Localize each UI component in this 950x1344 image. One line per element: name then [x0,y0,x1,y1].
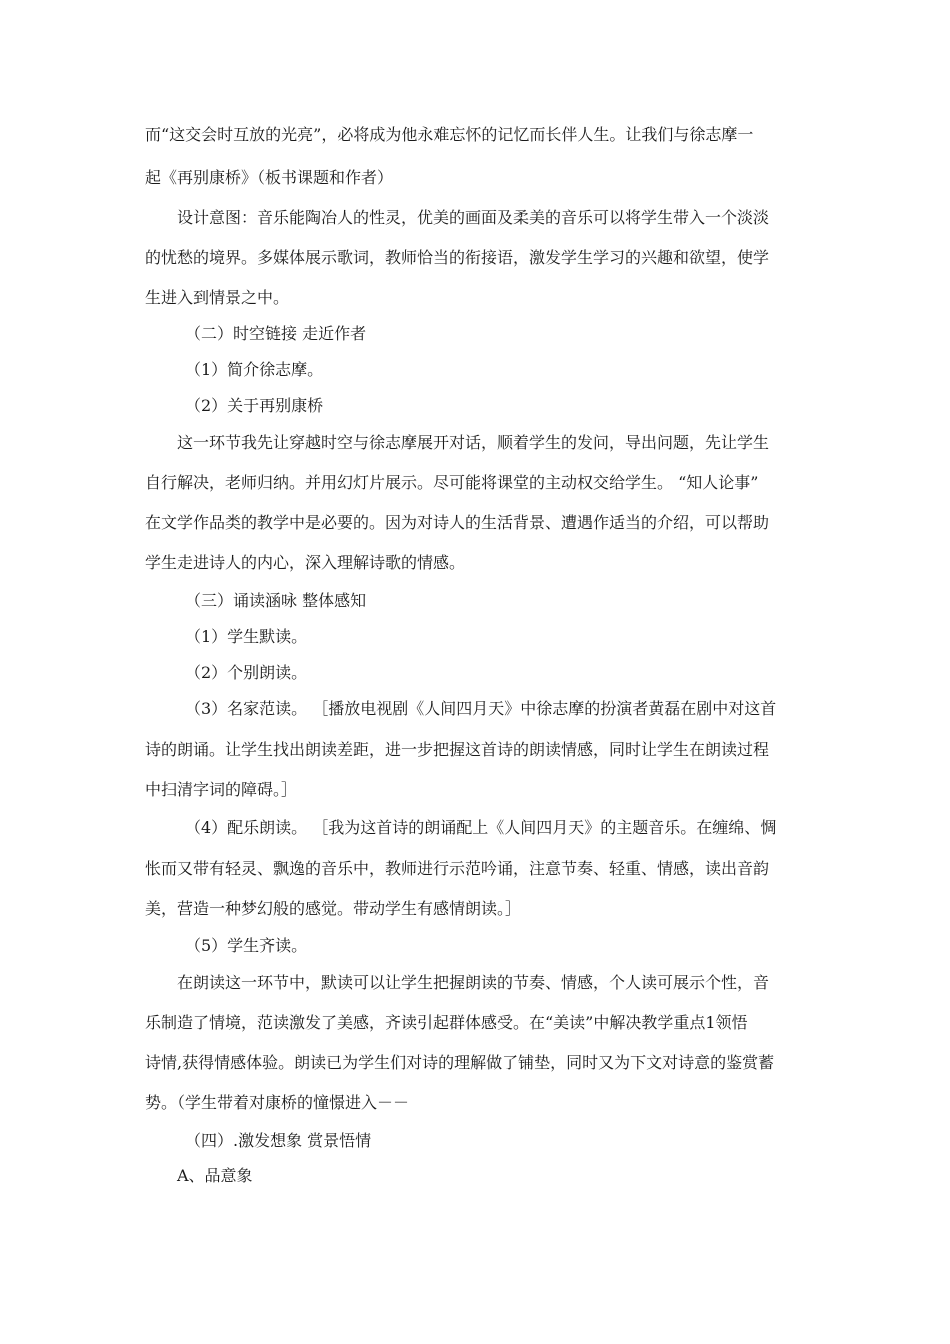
text-line: 势。（学生带着对康桥的憧憬进入－－ [145,1093,410,1112]
text-line: 乐制造了情境，范读激发了美感，齐读引起群体感受。在“美读”中解决教学重点1领悟 [145,1013,748,1032]
text-line: 学生走进诗人的内心，深入理解诗歌的情感。 [145,553,466,572]
text-line: （1）学生默读。 [185,627,308,646]
text-line: 设计意图：音乐能陶冶人的性灵，优美的画面及柔美的音乐可以将学生带入一个淡淡 [177,208,770,227]
text-line: （1）简介徐志摩。 [185,360,324,379]
text-line: 的忧愁的境界。多媒体展示歌词，教师恰当的衔接语，激发学生学习的兴趣和欲望，使学 [145,248,770,267]
text-line: 中扫清字词的障碍。］ [145,780,298,799]
text-line: （2）关于再别康桥 [185,396,324,415]
section-heading: （三）诵读涵咏 整体感知 [185,591,367,610]
text-line: 起《再别康桥》（板书课题和作者） [145,168,394,187]
section-heading: （四）.激发想象 赏景悟情 [185,1131,372,1150]
text-line: 诗的朗诵。让学生找出朗读差距，进一步把握这首诗的朗读情感，同时让学生在朗读过程 [145,740,770,759]
text-line: （5）学生齐读。 [185,936,308,955]
subsection-heading: A、品意象 [177,1166,253,1185]
text-line: 在文学作品类的教学中是必要的。因为对诗人的生活背景、遭遇作适当的介绍，可以帮助 [145,513,770,532]
text-line: （3）名家范读。 ［播放电视剧《人间四月天》中徐志摩的扮演者黄磊在剧中对这首 [185,699,777,718]
text-line: （4）配乐朗读。 ［我为这首诗的朗诵配上《人间四月天》的主题音乐。在缠绵、惆 [185,818,777,837]
text-line: 自行解决，老师归纳。并用幻灯片展示。尽可能将课堂的主动权交给学生。 “知人论事” [145,473,759,492]
text-line: 生进入到情景之中。 [145,288,290,307]
text-line: 怅而又带有轻灵、飘逸的音乐中，教师进行示范吟诵，注意节奏、轻重、情感，读出音韵 [145,859,770,878]
section-heading: （二）时空链接 走近作者 [185,324,367,343]
text-line: 在朗读这一环节中，默读可以让学生把握朗读的节奏、情感，个人读可展示个性，音 [177,973,770,992]
text-line: 诗情,获得情感体验。朗读已为学生们对诗的理解做了铺垫，同时又为下文对诗意的鉴赏蓄 [145,1053,775,1072]
text-line: 而“这交会时互放的光亮”，必将成为他永难忘怀的记忆而长伴人生。让我们与徐志摩一 [145,125,754,144]
text-line: 美，营造一种梦幻般的感觉。带动学生有感情朗读。］ [145,899,522,918]
text-line: 这一环节我先让穿越时空与徐志摩展开对话，顺着学生的发问，导出问题，先让学生 [177,433,770,452]
text-line: （2）个别朗读。 [185,663,308,682]
